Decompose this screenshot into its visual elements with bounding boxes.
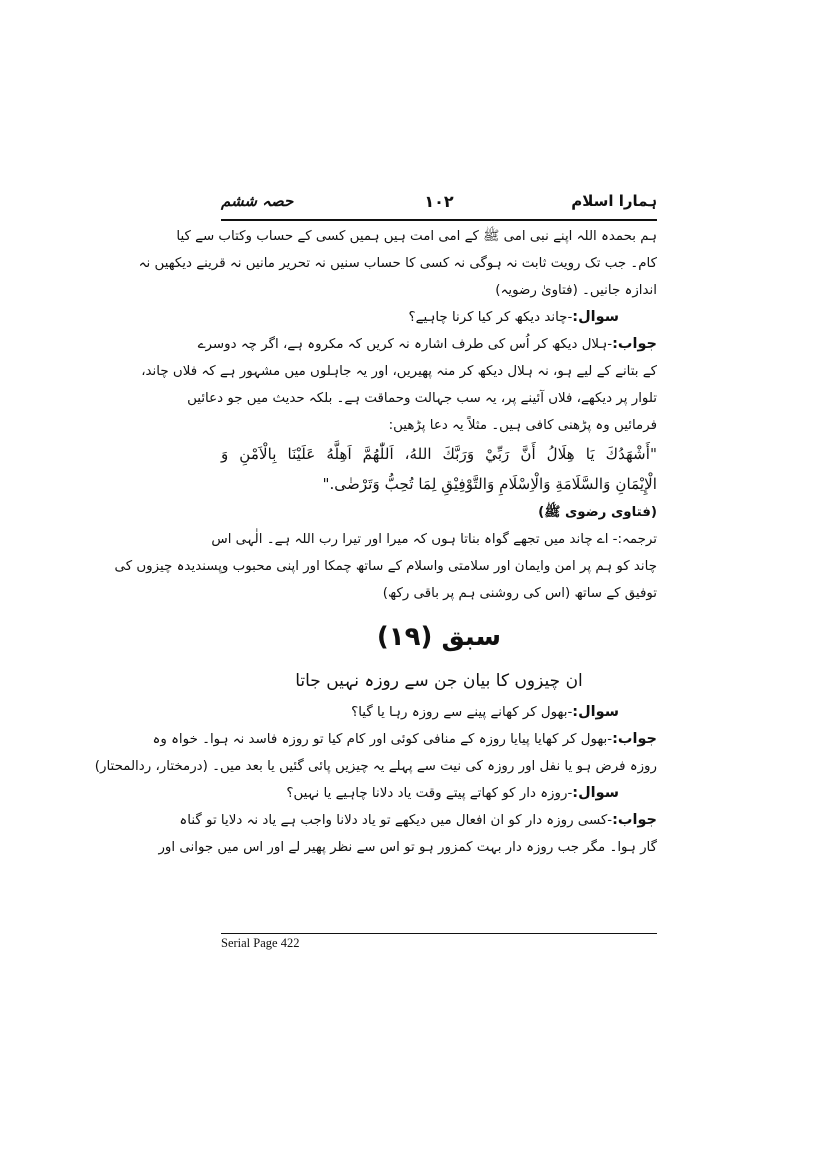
question-line: سوال:-چاند دیکھ کر کیا کرنا چاہیے؟: [408, 309, 619, 325]
text-line: روزہ فرض ہو یا نفل اور روزہ کی نیت سے پہلے یہ چیزیں پائی گئیں یا بعد میں۔ (درمختار، ردالمحتار): [94, 759, 657, 774]
answer-label: جواب:: [612, 812, 657, 828]
dua-reference: (فتاوی رضوی ﷺ): [538, 505, 657, 520]
question-label: سوال:: [572, 704, 619, 720]
translation-line: ترجمہ:- اے چاند میں تجھے گواہ بناتا ہوں کہ میرا اور تیرا رب اللہ ہے۔ الٰہی اس: [211, 532, 657, 547]
book-page: [94, 190, 657, 970]
lesson-subtitle: ان چیزوں کا بیان جن سے روزہ نہیں جاتا: [295, 671, 583, 691]
translation-line: چاند کو ہم پر امن وایمان اور سلامتی واسلام کے ساتھ چمکا اور اپنی محبوب وپسندیدہ چیزوں کی: [114, 559, 657, 574]
dua-line: الْإِيْمَانِ وَالسَّلَامَةِ وَالْاِسْلَامِ وَالتَّوْفِيْقِ لِمَا تُحِبُّ وَتَرْضٰى.": [322, 475, 657, 493]
page-number: ۱۰۲: [424, 192, 454, 211]
question-line: سوال:-روزہ دار کو کھاتے پیتے وقت یاد دلانا چاہیے یا نہیں؟: [286, 785, 619, 801]
answer-label: جواب:: [612, 731, 657, 747]
header-rule: [221, 219, 657, 221]
answer-label: جواب:: [612, 336, 657, 352]
page-body: [94, 223, 657, 861]
dua-line: "أَشْهَدُكَ يَا هِلَالُ أَنَّ رَبِّيْ وَرَبَّكَ اللهُ، اَللّٰهُمَّ اَهِلَّهُ عَلَيْنَا بِالْاَمْنِ وَ: [221, 445, 657, 463]
text-line: تلوار پر دیکھے، فلاں آئینے پر، یہ سب جہالت وحماقت ہے۔ بلکہ حدیث میں جو دعائیں: [187, 391, 657, 406]
page-header: [221, 190, 657, 220]
translation-line: توفیق کے ساتھ (اس کی روشنی ہم پر باقی رکھ): [382, 586, 657, 601]
lesson-title: سبق (۱۹): [376, 622, 502, 652]
question-label: سوال:: [572, 309, 619, 325]
answer-line: جواب:-کسی روزہ دار کو ان افعال میں دیکھے تو یاد دلانا واجب ہے یاد نہ دلایا تو گناہ: [179, 812, 657, 828]
text-line: ہم بحمدہ اللہ اپنے نبی امی ﷺ کے امی امت ہیں ہمیں کسی کے حساب وکتاب سے کیا: [176, 229, 657, 244]
question-label: سوال:: [572, 785, 619, 801]
book-title: ہمارا اسلام: [571, 192, 657, 210]
serial-page: Serial Page 422: [221, 936, 300, 950]
section-label: حصہ ششم: [221, 192, 294, 210]
text-line: کام۔ جب تک رویت ثابت نہ ہوگی نہ کسی کا حساب سنیں نہ تحریر مانیں نہ قرینے دیکھیں نہ: [138, 256, 657, 271]
answer-line: جواب:-ہلال دیکھ کر اُس کی طرف اشارہ نہ کریں کہ مکروہ ہے، اگر چہ دوسرے: [197, 336, 657, 352]
answer-line: جواب:-بھول کر کھایا پیایا روزہ کے منافی کوئی اور کام کیا تو روزہ فاسد نہ ہوا۔ خواہ وہ: [152, 731, 657, 747]
text-line: فرمائیں وہ پڑھنی کافی ہیں۔ مثلاً یہ دعا پڑھیں:: [388, 418, 657, 433]
text-line: گار ہوا۔ مگر جب روزہ دار بہت کمزور ہو تو اس سے نظر پھیر لے اور اس میں جوانی اور: [158, 840, 657, 855]
footer-rule: [221, 933, 657, 934]
text-line: اندازہ جانیں۔ (فتاویٰ رضویہ): [495, 283, 657, 298]
question-line: سوال:-بھول کر کھانے پینے سے روزہ رہا یا گیا؟: [351, 704, 619, 720]
text-line: کے بتانے کے لیے ہو، نہ ہلال دیکھ کر منہ پھیریں، اور یہ جاہلوں میں مشہور ہے کہ فلاں چاند،: [141, 364, 657, 379]
